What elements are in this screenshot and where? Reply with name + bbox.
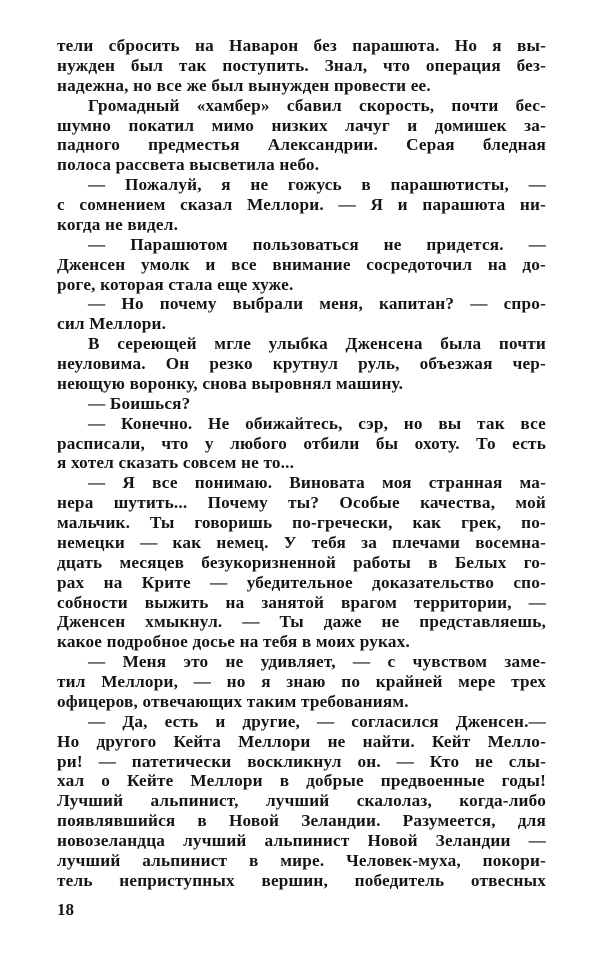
text-line: мальчик. Ты говоришь по-гречески, как грек, по- [57, 513, 546, 532]
paragraph [57, 414, 546, 474]
text-line: падного предместья Александрии. Серая бледная [57, 135, 546, 155]
text-line: — Боишься? [88, 393, 191, 413]
text-line: — Конечно. Не обижайтесь, сэр, но вы так все [88, 413, 546, 433]
text-line: собности выжить на занятой врагом территории, — [57, 592, 546, 612]
text-line: немецки — как немец. У тебя за плечами восемна- [57, 532, 546, 552]
paragraph [57, 712, 546, 891]
text-line: тил Меллори, — но я знаю по крайней мере трех [57, 672, 546, 691]
text-line: расписали, что у любого отбили бы охоту. То есть [57, 433, 546, 453]
text-line: — Но почему выбрали меня, капитан? — спро- [88, 294, 546, 314]
paragraph [57, 175, 546, 235]
text-line: с сомнением сказал Меллори. — Я и парашюта ни- [57, 195, 546, 214]
text-line: В сереющей мгле улыбка Дженсена была почти [88, 334, 546, 354]
text-line: полоса рассвета высветила небо. [57, 155, 320, 175]
text-line: — Пожалуй, я не гожусь в парашютисты, — [88, 175, 546, 195]
text-line: Дженсен умолк и все внимание сосредоточил на до- [57, 254, 546, 274]
book-page-text [57, 36, 546, 891]
text-line: новозеландца лучший альпинист Новой Зеландии — [57, 831, 546, 850]
text-line: неуловима. Он резко крутнул руль, объезжая чер- [57, 354, 546, 373]
page-number: 18 [57, 900, 74, 919]
text-line: хал о Кейте Меллори в добрые предвоенные годы! [57, 771, 546, 791]
paragraph [57, 334, 546, 394]
text-line: я хотел сказать совсем не то... [57, 453, 295, 473]
text-line: нужден был так поступить. Знал, что операция без- [57, 55, 546, 75]
paragraph [57, 36, 546, 96]
paragraph [57, 294, 546, 334]
paragraph [57, 96, 546, 176]
text-line: нера шутить... Почему ты? Особые качества, мой [57, 493, 546, 513]
text-line: — Парашютом пользоваться не придется. — [88, 234, 546, 254]
text-line: Дженсен хмыкнул. — Ты даже не представляешь, [57, 612, 546, 632]
text-line: ри! — патетически воскликнул он. — Кто не слы- [57, 751, 546, 771]
text-line: рах на Крите — убедительное доказательство спо- [57, 572, 546, 592]
text-line: дцать месяцев безукоризненной работы в Белых го- [57, 552, 546, 572]
text-line: Громадный «хамбер» сбавил скорость, почти бес- [88, 95, 546, 115]
text-line: — Да, есть и другие, — согласился Дженсен.— [88, 711, 546, 731]
text-line: тели сбросить на Наварон без парашюта. Но я вы- [57, 36, 546, 55]
text-line: сил Меллори. [57, 314, 167, 334]
text-line: надежна, но все же был вынужден провести ее. [57, 75, 431, 95]
text-line: Лучший альпинист, лучший скалолаз, когда-либо [57, 791, 546, 811]
text-line: шумно покатил мимо низких лачуг и домишек за- [57, 115, 546, 135]
text-line: Но другого Кейта Меллори не найти. Кейт Мелло- [57, 731, 546, 751]
paragraph [57, 473, 546, 652]
text-line: офицеров, отвечающих таким требованиям. [57, 691, 409, 711]
text-line: появлявшийся в Новой Зеландии. Разумеется, для [57, 811, 546, 831]
text-line: какое подробное досье на тебя в моих руках. [57, 632, 410, 652]
paragraph [57, 652, 546, 712]
text-line: — Меня это не удивляет, — с чувством заме- [88, 652, 546, 672]
text-line: когда не видел. [57, 214, 179, 234]
paragraph [57, 394, 546, 414]
paragraph [57, 235, 546, 295]
text-line: неющую воронку, снова выровнял машину. [57, 373, 404, 393]
text-line: — Я все понимаю. Виновата моя странная ма- [88, 473, 546, 493]
text-line: роге, которая стала еще хуже. [57, 274, 294, 294]
text-line: тель неприступных вершин, победитель отвесных [57, 870, 546, 890]
text-line: лучший альпинист в мире. Человек-муха, покори- [57, 850, 546, 870]
